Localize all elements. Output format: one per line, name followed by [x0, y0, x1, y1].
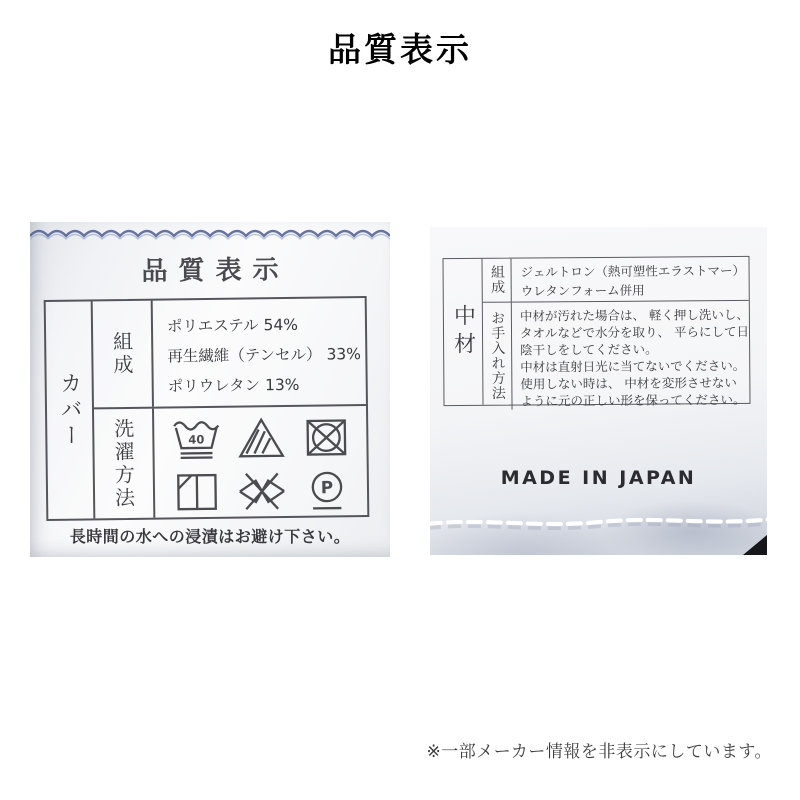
photo-corner-shadow — [743, 535, 767, 555]
care-line: 中材が汚れた場合は、 軽く押し洗いし、 — [519, 306, 749, 324]
care-instructions-header: お手入れ方法 — [489, 311, 506, 402]
care-line: 中材は直射日光に当てないでください。 — [520, 357, 746, 375]
made-in-japan-text: MADE IN JAPAN — [500, 467, 697, 489]
inner-material-table — [442, 256, 750, 409]
composition-line: ポリウレタン 13% — [167, 376, 300, 396]
inner-material-row-header: 中材 — [450, 303, 476, 361]
inner-material-row-header-cell — [443, 259, 483, 405]
care-symbol-grid — [168, 414, 365, 517]
washing-method-row — [94, 406, 367, 518]
care-line: 陰干しをしてください。 — [520, 341, 658, 358]
cover-row-header-cell — [46, 301, 96, 519]
line-dry-in-shade-icon — [169, 469, 226, 516]
composition-values — [153, 298, 362, 407]
care-instructions-text — [512, 300, 750, 409]
inner-composition-header-cell — [483, 259, 512, 302]
professional-dry-clean-p-icon — [299, 467, 356, 514]
washing-header: 洗濯方法 — [110, 417, 136, 510]
inner-composition-row — [483, 257, 749, 302]
composition-row — [93, 298, 366, 409]
care-line: 使用しない時は、 中材を変形させない — [520, 375, 737, 392]
composition-header: 組成 — [109, 330, 135, 378]
maker-info-footnote: ※一部メーカー情報を非表示にしています。 — [426, 742, 772, 762]
white-seam-stitch-icon — [430, 513, 767, 533]
label-heading: 品質表示 — [141, 255, 290, 287]
care-line: タオルなどで水分を取り、 平らにして日 — [519, 323, 750, 341]
inner-composition-line: ジェルトロン（熱可塑性エラストマー） — [520, 262, 746, 280]
wash-40-gentle-icon — [168, 416, 225, 463]
svg-text:P: P — [320, 477, 334, 498]
care-instructions-row — [483, 300, 750, 410]
cover-quality-table — [44, 296, 370, 521]
care-line: ように元の正しい形を保ってください。 — [520, 392, 746, 409]
blue-overlock-stitch-icon — [30, 223, 390, 243]
cover-row-header: カバー — [56, 371, 83, 450]
non-chlorine-bleach-icon — [233, 415, 290, 462]
inner-material-label-photo — [430, 227, 767, 555]
composition-header-cell — [93, 301, 154, 408]
care-instructions-header-cell — [483, 302, 513, 410]
do-not-tumble-dry-icon — [298, 414, 355, 461]
inner-composition-values — [512, 257, 746, 301]
do-not-wring-icon — [234, 468, 291, 515]
inner-composition-line: ウレタンフォーム併用 — [520, 282, 645, 299]
page-title: 品質表示 — [328, 30, 472, 69]
composition-line: 再生繊維（テンセル） 33% — [167, 345, 362, 366]
soak-warning-caption: 長時間の水への浸漬はお避け下さい。 — [69, 527, 351, 546]
inner-composition-header: 組成 — [488, 264, 506, 295]
svg-text:40: 40 — [188, 432, 205, 447]
cover-label-photo — [30, 222, 390, 557]
composition-line: ポリエステル 54% — [166, 315, 299, 336]
washing-header-cell — [94, 409, 155, 519]
